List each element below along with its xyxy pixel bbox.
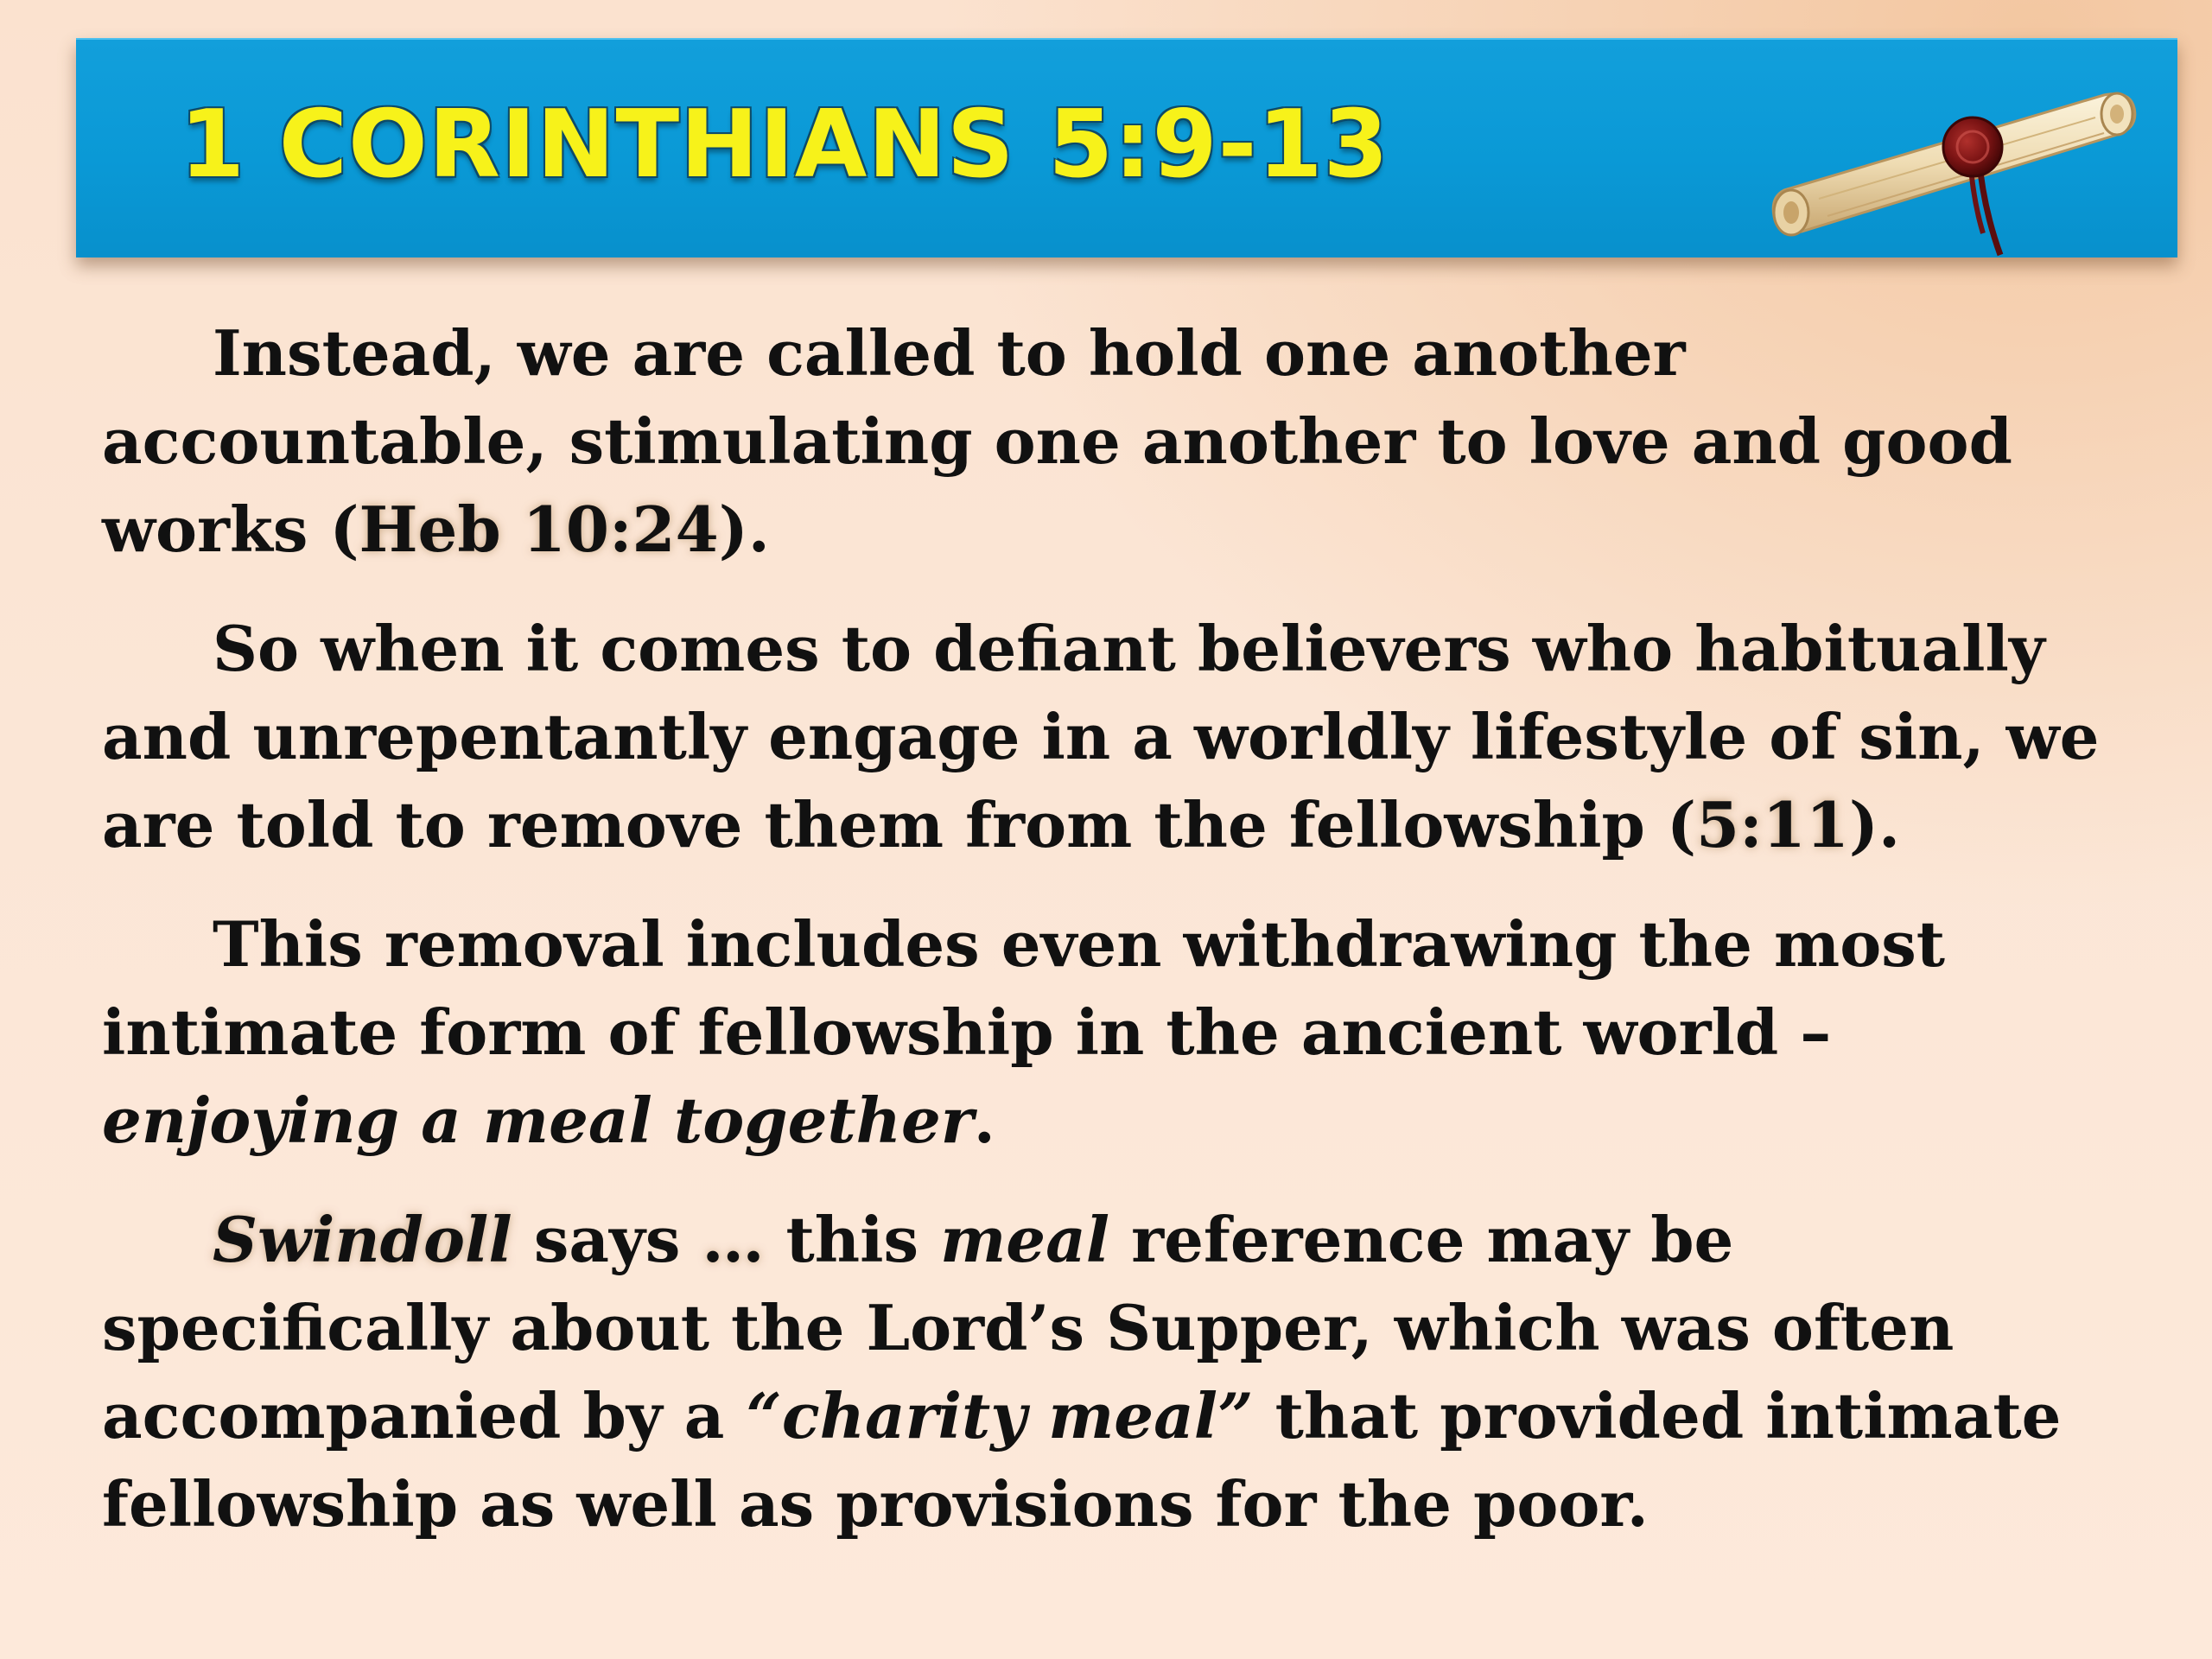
- slide-body: [102, 309, 2141, 1580]
- paragraph-meal-withdrawal: [102, 900, 2141, 1165]
- author-name: Swindoll: [213, 1203, 512, 1276]
- emphasis-text: enjoying a meal together: [102, 1084, 974, 1157]
- paragraph-accountability: [102, 309, 2141, 574]
- meal-emphasis: meal: [940, 1203, 1110, 1276]
- scripture-reference: 5:11: [1696, 788, 1849, 861]
- slide-title: 1 CORINTHIANS 5:9-13: [180, 91, 1389, 199]
- paragraph-text: So when it comes to defiant believers who habitually and unrepentantly engage in a worldly lifestyle of sin, we are told to remove them from the fellowship (: [102, 612, 2100, 861]
- paragraph-text: Instead, we are called to hold one another accountable, stimulating one another to love and good works: [102, 316, 2012, 566]
- paren-close: ).: [718, 493, 770, 566]
- says-text: says: [512, 1203, 702, 1276]
- paragraph-removal-command: [102, 605, 2141, 869]
- ellipsis: …: [702, 1203, 765, 1276]
- paragraph-text: This removal includes even withdrawing the most intimate form of fellowship in the ancient world –: [102, 907, 1946, 1069]
- scripture-reference: Heb 10:24: [359, 493, 719, 566]
- scroll-with-wax-seal-icon: [1767, 60, 2147, 268]
- paren-open: (: [329, 493, 359, 566]
- paragraph-text-end: that provided intimate fellowship as well as provisions for the poor.: [102, 1379, 2062, 1541]
- paragraph-swindoll-quote: [102, 1196, 2141, 1548]
- charity-meal-emphasis: “charity meal”: [746, 1379, 1254, 1452]
- period: .: [973, 1084, 995, 1157]
- this-text: this: [764, 1203, 941, 1276]
- paren-close: ).: [1848, 788, 1901, 861]
- paragraph-text: reference may be specifically about the Lord’s Supper, which was often accompanied by a: [102, 1203, 1955, 1452]
